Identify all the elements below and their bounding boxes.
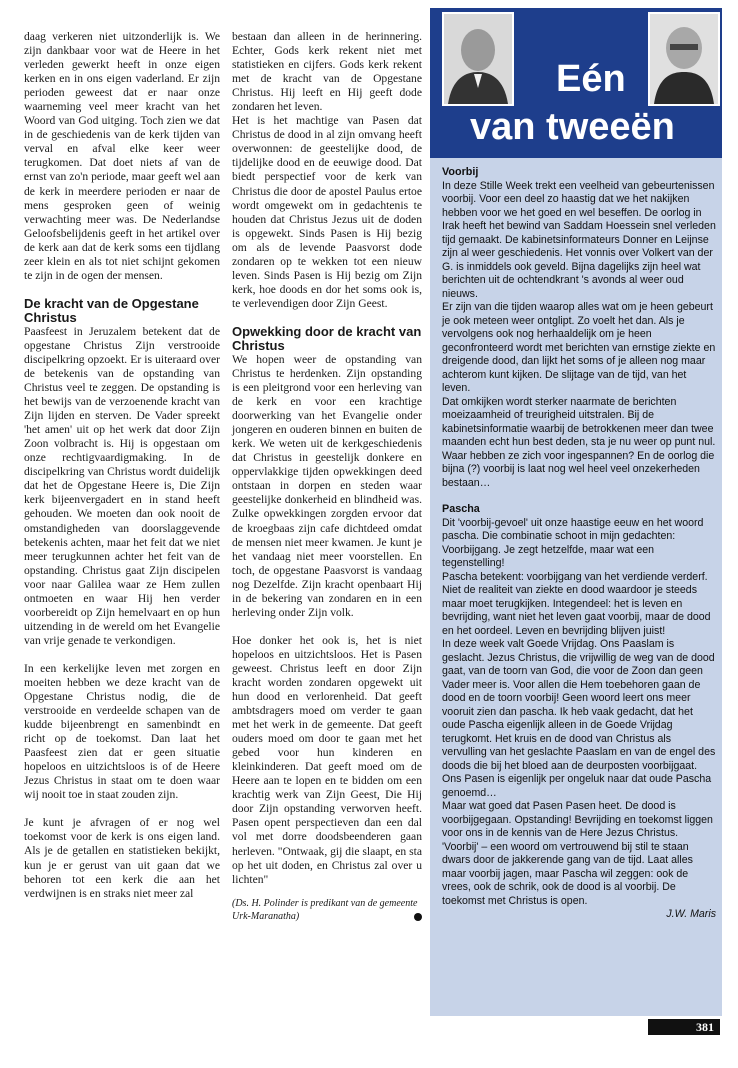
sidebar-paragraph: Er zijn van die tijden waarop alles wat om je heen gebeurt je ook meteen weer ontglipt. Zo voelt het dan. Als je vervolgens ook nog herhaaldelijk om je heen geconfronteerd wordt met berichten van ernstige ziekte en dreigende dood, dan lijkt het soms of je alleen nog maar achterom kunt kijken. De slijtage van de tijd, van het leven.	[442, 301, 716, 394]
sidebar-header	[430, 8, 722, 158]
author-photo-left	[442, 12, 514, 106]
section-heading: Opwekking door de kracht van Christus	[232, 323, 422, 353]
article-paragraph: Paasfeest in Jeruzalem betekent dat de opgestane Christus Zijn verstrooide discipelkring opzoekt. Er is uiteraard over de betekenis van de opstanding van Christus veel te zeggen. De opstanding is het bewijs van de verzoenende kracht van Zijn lijden en sterven. De Vader spreekt 'het amen' uit op het werk dat door Zijn Zoon volbracht is. Hij is opgestaan om onze rechtigvaardigmaking. In de discipelkring van Christus wordt duidelijk dat het de Opgestane Heere is, Die Zijn kerk bijeenvergadert en in stand heeft gehouden. We moeten dan ook nooit de omstandigheden van doorslaggevende betekenis achten, maar het feit dat we niet meer terugkunnen achter het feit van de opstanding. Christus gaat Zijn discipelen voor naar Galilea waar ze Hem zullen ontmoeten en waar Hij hen verder voorbereidt op Zijn hemelvaart en op hun uitzending in de wereld om het Evangelie van vrije genade te verkondigen.	[24, 324, 220, 647]
article-paragraph: daag verkeren niet uitzonderlijk is. We zijn dankbaar voor wat de Heere in het verleden gewerkt heeft in onze eigen kerken en in ons eigen vaderland. Er zijn perioden geweest dat er naar onze waarneming veel meer kracht van het Woord van God uitging. Toch zien we dat in de geschiedenis van de kerk tijden van verval en afval elke keer weer terugkomen. Dat doet niets af van de ernst van zo'n periode, maar geeft wel aan de kerk in meerdere perioden er naar de mens gesproken geen of weinig verwachting meer was. De Nederlandse Geloofsbelijdenis geeft in het artikel over de kerk aan dat de kerk soms een tijdlang zeer klein en als tot niet schijnt gekomen te zijn in de ogen der mensen.	[24, 30, 220, 282]
page-number: 381	[696, 1020, 714, 1034]
sidebar-heading: Pascha	[442, 503, 480, 515]
sidebar-heading: Voorbij	[442, 166, 479, 178]
sidebar-body	[442, 166, 716, 922]
sidebar-paragraph: In deze week valt Goede Vrijdag. Ons Paaslam is geslacht. Jezus Christus, die vrijwillig de weg van de dood gaat, van de toorn van God, die voor de Zoon dan geen Vader meer is. Voor allen die Hem toebehoren gaan de dood en de toorn voorbij! Geen woord leert ons meer vooruit zien dan pascha. Ik heb vaak gedacht, dat het oude Pascha eigenlijk alleen in de Goede Vrijdag terugkomt. Het kruis en de dood van Christus als vervulling van het geslachte Paaslam en van de engel des doods die bij het bloed aan de deurposten voorbijgaat. Ons Pasen is eigenlijk per ongeluk naar dat oude Pascha genoemd…	[442, 638, 716, 799]
section-heading: De kracht van de Opgestane Christus	[24, 295, 199, 325]
article-paragraph: Je kunt je afvragen of er nog wel toekomst voor de kerk is ons eigen land. Als je de getallen en statistieken bekijkt, kun je er gerust van uit gaan dat we behoren tot een kerk die aan het verdwijnen is en straks niet meer zal	[24, 816, 220, 900]
page-number-box	[648, 1019, 720, 1035]
portrait-icon	[650, 14, 718, 104]
sidebar-paragraph: Maar wat goed dat Pasen Pasen heet. De dood is voorbijgegaan. Opstanding! Bevrijding en toekomst liggen voor ons in de kennis van de Here Jezus Christus. 'Voorbij' – een woord om vertrouwend bij stil te staan dwars door de jakkerende gang van de tijd. Laat alles maar voorbij jagen, maar Pascha wil zeggen: ook de vrees, ook de schrik, ook de dood is al voorbij. De toekomst met Christus is open.	[442, 800, 713, 907]
article-column-2	[232, 30, 422, 923]
sidebar-paragraph: In deze Stille Week trekt een veelheid van gebeurtenissen voorbij. Voor een deel zo haastig dat we het nakijken hebben voor we het goed en wel beseffen. De oorlog in Irak heeft het bewind van Saddam Hoessein snel verleden tijd gemaakt. De kabinetsinformateurs Donner en Leijnse zijn al weer geschiedenis. Het vonnis over Volkert van der G. is inmiddels ook geveld. Bijna dagelijks zijn heel wat berichten uit de ochtendkrant 's avonds al weer oud nieuws.	[442, 179, 716, 300]
author-photo-right	[648, 12, 720, 106]
sidebar-title-line-1: Eén	[556, 58, 626, 100]
author-byline	[232, 897, 422, 923]
sidebar-title-line-2: van tweeën	[470, 106, 675, 148]
byline-text: (Ds. H. Polinder is predikant van de gemeente Urk-Maranatha)	[232, 897, 418, 922]
article-paragraph: In een kerkelijke leven met zorgen en moeiten hebben we deze kracht van de Opgestane Christus nodig, die de verstrooide en verdeelde schapen van de kudde bijeenbrengt en samenbindt en richt op de toekomst. Dan laat het Paasfeest zien dat er geen situatie hopeloos en uitzichtsloos is of de Heere Jezus Christus in staat om te doen waar wij nooit toe in staat zouden zijn.	[24, 661, 220, 802]
article-paragraph: bestaan dan alleen in de herinnering. Echter, Gods kerk rekent niet met statistieken en cijfers. Gods kerk rekent met de kracht van de Opgestane Christus. Hij leeft en Hij geeft dode zondaren het leven.	[232, 30, 422, 114]
sidebar-paragraph: Pascha betekent: voorbijgang van het verdiende verderf. Niet de realiteit van ziekte en dood waardoor je steeds maar moet terugkijken. Integendeel: het is leven en bevrijding, want niet het leven gaat voorbij, maar de dood en het oordeel. Leven en bevrijding blijven juist!	[442, 570, 711, 637]
signature: J.W. Maris	[666, 908, 716, 920]
article-paragraph: Hoe donker het ook is, het is niet hopeloos en uitzichtsloos. Het is Pasen geweest. Christus leeft en door Zijn kracht worden zondaren opgewekt uit hun dood en verlorenheid. Dat geeft ambtsdragers moed om verder te gaan met het werk in de gemeente. Dat geeft ouders moed om door te gaan met het gebed voor hun kinderen en kleinkinderen. Dat geeft moed om de Heere aan te lopen en te bidden om een krachtig werk van Zijn Geest, Die Hij door Zijn opstanding verworven heeft. Pasen opent perspectieven dan een dal vol met dorre doodsbeenderen gaan herleven. "Ontwaak, gij die slaapt, en sta op het uit doden, en Christus zal over u lichten"	[232, 633, 422, 886]
article-paragraph: Het is het machtige van Pasen dat Christus de dood in al zijn omvang heeft overwonnen: de geestelijke dood, de tijdelijke dood en de eeuwige dood. Dat biedt perspectief voor de kerk van Christus die door de apostel Paulus ertoe wordt omgewekt om in gedachtenis te houden dat Christus Jezus uit de doden is opgewekt. Sinds Pasen is Hij bezig om als de levende Paasvorst dode zondaren op te wekken tot een nieuw leven. Sinds Pasen is Hij bezig om Zijn kerk, hoe doods en dor het soms ook is, te verlevendigen door Zijn Geest.	[232, 114, 422, 310]
sidebar-paragraph: Dat omkijken wordt sterker naarmate de berichten moeizaamheid of treurigheid uitstralen. Bij de kabinetsinformatie waarbij de betrokkenen meer dan twee maanden echt hun best deden, sta je nu weer op punt nul. Waar hebben ze zich voor ingespannen? En de oorlog die bijna (?) voorbij is laat nog wel heel veel onzekerheden bestaan…	[442, 395, 716, 489]
sidebar-paragraph: Dit 'voorbij-gevoel' uit onze haastige eeuw en het woord pascha. Die combinatie schoot in mijn gedachten: Voorbijgang. Je zegt hetzelfde, maar wat een tegenstelling!	[442, 516, 704, 569]
sidebar-column	[430, 8, 722, 1016]
article-paragraph: We hopen weer de opstanding van Christus te herdenken. Zijn opstanding is een pleitgrond voor een herleving van de kerk en voor een krachtige doorwerking van het Evangelie onder jongeren en ouderen binnen en buiten de kerk. We weten uit de kerkgeschiedenis dat Christus in geestelijk donkere en oppervlakkige tijden opwekkingen deed ontstaan in dorpen en steden waar geestelijke donkerheid en blindheid was. Zulke opwekkingen zorgden ervoor dat de kroegbaas zijn cafe dichtdeed omdat de mensen niet meer kwamen. Je kunt je het vandaag niet meer voorstellen. En toch, de opgestane Paasvorst is vandaag nog Dezelfde. Zijn kracht openbaart Hij in de bekering van zondaren en in een herleving onder Zijn volk.	[232, 352, 422, 619]
end-mark-icon	[414, 913, 422, 921]
article-column-1	[24, 30, 220, 901]
portrait-icon	[444, 14, 512, 104]
